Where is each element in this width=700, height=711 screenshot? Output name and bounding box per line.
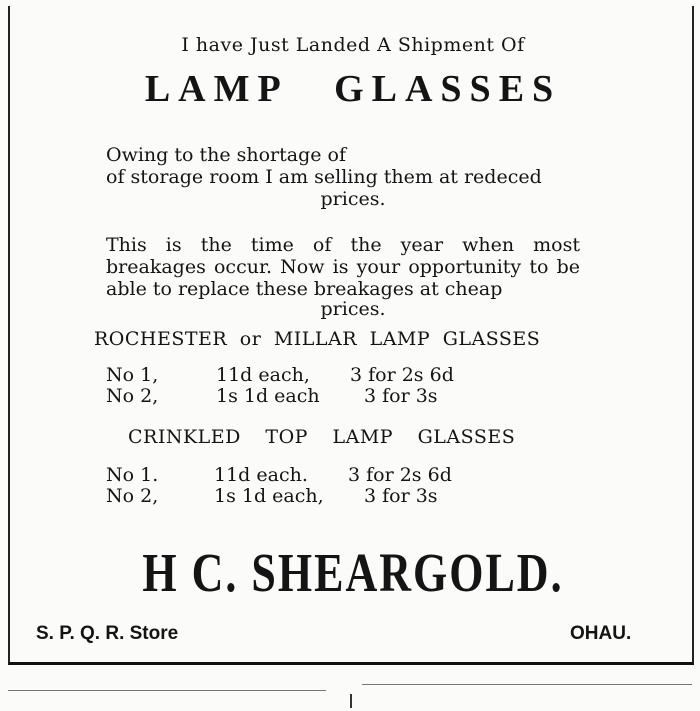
section2-title: CRINKLED TOP LAMP GLASSES xyxy=(128,426,516,448)
merchant-name: H C. SHEARGOLD. xyxy=(142,542,564,604)
advertisement-frame xyxy=(8,6,694,665)
section2-row2-each: 1s 1d each, xyxy=(214,485,324,507)
headline: LAMP GLASSES xyxy=(144,68,562,110)
section2-row2-bulk: 3 for 3s xyxy=(364,485,438,507)
section1-title: ROCHESTER or MILLAR LAMP GLASSES xyxy=(94,328,541,350)
section2-row2-no: No 2, xyxy=(106,485,159,507)
section1-row1-bulk: 3 for 2s 6d xyxy=(350,364,454,386)
store-name: S. P. Q. R. Store xyxy=(36,623,179,644)
paragraph1-line2: of storage room I am selling them at redeced xyxy=(106,166,542,188)
column-divider-left xyxy=(8,690,326,691)
section1-row1-each: 11d each, xyxy=(216,364,310,386)
column-divider-right xyxy=(362,684,692,685)
column-gutter-mark xyxy=(350,694,352,708)
section2-row1-each: 11d each. xyxy=(214,464,308,486)
section2-row1-bulk: 3 for 2s 6d xyxy=(348,464,452,486)
paragraph1-line3: prices. xyxy=(320,188,386,210)
paragraph2-last-line: prices. xyxy=(320,298,386,320)
section1-row2-bulk: 3 for 3s xyxy=(364,385,438,407)
section1-row2-each: 1s 1d each xyxy=(216,385,320,407)
paragraph2: This is the time of the year when most breakages occur. Now is your opportunity to be able to replace these breakages at cheap xyxy=(106,234,580,300)
town-name: OHAU. xyxy=(570,623,632,644)
section1-row1-no: No 1, xyxy=(106,364,159,386)
section2-row1-no: No 1. xyxy=(106,464,159,486)
section1-row2-no: No 2, xyxy=(106,385,159,407)
paragraph1-line1: Owing to the shortage of xyxy=(106,144,347,166)
intro-line: I have Just Landed A Shipment Of xyxy=(181,34,525,56)
